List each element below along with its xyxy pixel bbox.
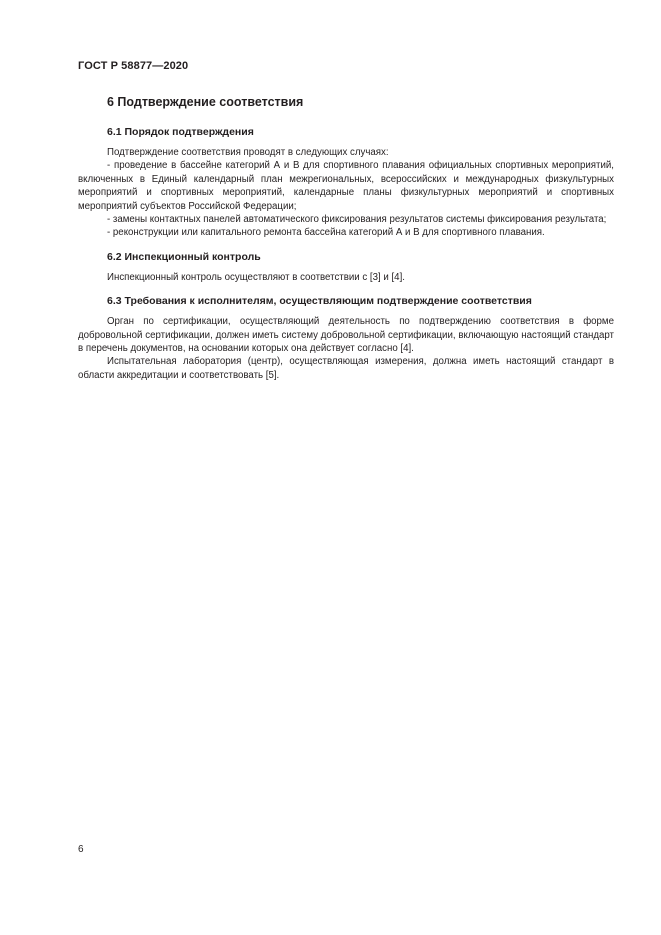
- subsection-title-6-2: 6.2 Инспекционный контроль: [107, 250, 261, 263]
- paragraph-6-1-item-2: - замены контактных панелей автоматического фиксирования результатов системы фиксирования результата;: [107, 214, 607, 226]
- standard-designation: ГОСТ Р 58877—2020: [78, 60, 189, 72]
- subsection-title-6-1: 6.1 Порядок подтверждения: [107, 126, 254, 138]
- paragraph-6-3-2: Испытательная лаборатория (центр), осуществляющая измерения, должна иметь настоящий стандарт в области аккредитации и соответствовать [5].: [78, 356, 614, 381]
- page-number: 6: [78, 844, 84, 855]
- paragraph-6-1-item-1: - проведение в бассейне категорий А и В для спортивного плавания официальных спортивных мероприятий, включенных в Единый календарный план межрегиональных, всероссийских и международных физкультурных мероприятий и спортивных мероприятий, календарные планы физкультурных мероприятий и спортивных мероприятий субъектов Российской Федерации;: [78, 160, 614, 212]
- paragraph-6-3-1: Орган по сертификации, осуществляющий деятельность по подтверждению соответствия в форме добровольной сертификации, должен иметь систему добровольной сертификации, включающую настоящий стандарт в перечень документов, на основании которых она действует согласно [4].: [78, 316, 614, 355]
- paragraph-6-1-item-3: - реконструкции или капитального ремонта бассейна категорий А и В для спортивного плавания.: [107, 227, 545, 239]
- subsection-title-6-3: 6.3 Требования к исполнителям, осуществляющим подтверждение соответствия: [107, 295, 532, 308]
- section-title: 6 Подтверждение соответствия: [107, 95, 304, 109]
- paragraph-6-1-intro: Подтверждение соответствия проводят в следующих случаях:: [107, 147, 389, 158]
- paragraph-6-2-1: Инспекционный контроль осуществляют в соответствии с [3] и [4].: [107, 271, 405, 283]
- document-body: [78, 94, 614, 382]
